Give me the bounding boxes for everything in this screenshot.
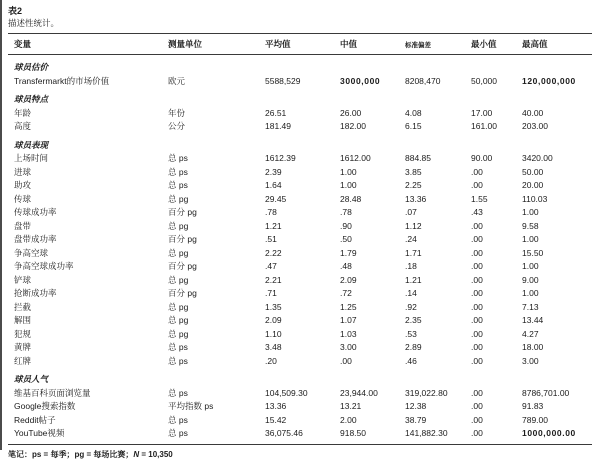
cell-sd: 1.21	[405, 274, 422, 285]
cell-median: 1.79	[340, 247, 357, 258]
row-label: 拦截	[14, 301, 32, 312]
cell-median: .78	[340, 207, 352, 217]
cell-max: 1.00	[522, 207, 539, 217]
row-unit: 百分 pg	[168, 234, 197, 244]
column-header-max: 最高值	[522, 39, 548, 49]
cell-min: 90.00	[471, 153, 493, 163]
row-label: 争高空球	[14, 247, 49, 258]
cell-min: .00	[471, 414, 483, 425]
cell-max: 1.00	[522, 288, 539, 298]
cell-min: .00	[471, 180, 483, 190]
row-unit: 百分 pg	[168, 288, 197, 298]
cell-sd: 141,882.30	[405, 428, 448, 438]
table-row	[8, 166, 592, 180]
table-row	[8, 314, 592, 328]
cell-mean: .51	[265, 234, 277, 244]
row-unit: 总 ps	[168, 355, 188, 366]
row-label: 高度	[14, 121, 32, 131]
column-header-median: 中值	[340, 39, 358, 49]
cell-mean: 1.10	[265, 328, 282, 339]
row-unit: 总 pg	[168, 220, 189, 231]
cell-mean: .20	[265, 355, 277, 366]
row-label: 解围	[14, 315, 32, 325]
cell-mean: 2.09	[265, 315, 282, 325]
row-label: 盘带成功率	[14, 234, 57, 244]
column-header-unit: 测量单位	[168, 39, 203, 49]
cell-max: 4.27	[522, 328, 539, 339]
column-header-variable: 变量	[14, 39, 32, 49]
cell-min: .00	[471, 387, 483, 398]
cell-min: .00	[471, 166, 483, 177]
cell-max: 20.00	[522, 180, 544, 190]
cell-max: 1.00	[522, 234, 539, 244]
table-row	[8, 152, 592, 166]
table-row	[8, 260, 592, 274]
table-row	[8, 220, 592, 234]
cell-mean: 181.49	[265, 121, 291, 131]
table-row	[8, 75, 592, 89]
row-label: 上场时间	[14, 153, 49, 163]
table-row	[8, 274, 592, 288]
cell-sd: 1.12	[405, 220, 422, 231]
table-body	[8, 55, 592, 444]
table-row	[8, 400, 592, 414]
cell-median: .90	[340, 220, 352, 231]
cell-median: 28.48	[340, 193, 362, 204]
row-label: 传球成功率	[14, 207, 57, 217]
cell-median: .00	[340, 355, 352, 366]
row-label: Reddit帖子	[14, 414, 56, 425]
row-unit: 总 pg	[168, 274, 189, 285]
cell-median: 3000,000	[340, 75, 381, 86]
cell-min: .00	[471, 261, 483, 271]
cell-min: 17.00	[471, 107, 493, 118]
row-unit: 总 pg	[168, 193, 189, 204]
cell-sd: 3.85	[405, 166, 422, 177]
cell-mean: 1.64	[265, 180, 282, 190]
cell-median: .50	[340, 234, 352, 244]
cell-sd: 1.71	[405, 247, 422, 258]
row-unit: 百分 pg	[168, 261, 197, 271]
cell-sd: 2.35	[405, 315, 422, 325]
footnote-label: 笔记：	[8, 449, 32, 459]
cell-sd: 12.38	[405, 401, 427, 411]
page-edge-artifact	[0, 0, 2, 450]
cell-mean: 2.22	[265, 247, 282, 258]
row-unit: 总 ps	[168, 166, 188, 177]
cell-max: 9.00	[522, 274, 539, 285]
row-label: Google搜索指数	[14, 401, 76, 411]
table-row	[8, 328, 592, 342]
table-row	[8, 414, 592, 428]
cell-max: 50.00	[522, 166, 544, 177]
cell-median: .72	[340, 288, 352, 298]
cell-max: 8786,701.00	[522, 387, 570, 398]
row-label: 红牌	[14, 355, 32, 366]
cell-min: .00	[471, 247, 483, 258]
cell-sd: 4.08	[405, 107, 422, 118]
cell-median: 918.50	[340, 428, 366, 438]
cell-median: .48	[340, 261, 352, 271]
row-label: 抢断成功率	[14, 288, 57, 298]
cell-sd: 8208,470	[405, 75, 441, 86]
row-label: 盘带	[14, 220, 32, 231]
cell-min: .00	[471, 301, 483, 312]
cell-min: .00	[471, 234, 483, 244]
row-label: 年龄	[14, 107, 32, 118]
cell-mean: 36,075.46	[265, 428, 303, 438]
section-header-row	[8, 61, 592, 75]
row-label: 传球	[14, 193, 32, 204]
statistics-table	[8, 33, 592, 445]
row-unit: 总 pg	[168, 301, 189, 312]
cell-min: 1.55	[471, 193, 488, 204]
cell-min: .00	[471, 220, 483, 231]
row-unit: 公分	[168, 121, 186, 131]
cell-min: .00	[471, 328, 483, 339]
cell-mean: 3.48	[265, 342, 282, 352]
cell-max: 40.00	[522, 107, 544, 118]
cell-median: 13.21	[340, 401, 362, 411]
cell-max: 91.83	[522, 401, 544, 411]
cell-mean: .47	[265, 261, 277, 271]
row-unit: 总 pg	[168, 315, 189, 325]
cell-sd: 319,022.80	[405, 387, 448, 398]
cell-sd: .53	[405, 328, 417, 339]
footnote-n-symbol: N	[133, 449, 140, 459]
row-unit: 平均指数 ps	[168, 401, 214, 411]
row-unit: 欧元	[168, 75, 186, 86]
cell-max: 120,000,000	[522, 75, 576, 86]
row-unit: 总 ps	[168, 342, 188, 352]
table-row	[8, 355, 592, 369]
cell-sd: .46	[405, 355, 417, 366]
section-header: 球员估价	[14, 62, 49, 72]
table-row	[8, 120, 592, 134]
row-label: 进球	[14, 166, 32, 177]
cell-mean: 13.36	[265, 401, 287, 411]
cell-min: .00	[471, 401, 483, 411]
cell-mean: 1.21	[265, 220, 282, 231]
row-unit: 总 ps	[168, 428, 188, 438]
cell-sd: 2.89	[405, 342, 422, 352]
cell-max: 3.00	[522, 355, 539, 366]
table-row	[8, 387, 592, 401]
table-row	[8, 427, 592, 441]
section-header-row	[8, 373, 592, 387]
cell-mean: 26.51	[265, 107, 287, 118]
cell-median: 1.00	[340, 180, 357, 190]
cell-median: 2.09	[340, 274, 357, 285]
row-label: 争高空球成功率	[14, 261, 74, 271]
row-unit: 总 ps	[168, 387, 188, 398]
cell-median: 1.00	[340, 166, 357, 177]
cell-sd: 2.25	[405, 180, 422, 190]
cell-median: 1612.00	[340, 153, 371, 163]
column-header-sd: 标准偏差	[405, 41, 431, 49]
cell-min: 50,000	[471, 75, 497, 86]
cell-max: 15.50	[522, 247, 544, 258]
row-label: 犯规	[14, 328, 32, 339]
row-unit: 总 ps	[168, 153, 188, 163]
cell-max: 203.00	[522, 121, 548, 131]
cell-mean: 2.21	[265, 274, 282, 285]
column-header-min: 最小值	[471, 39, 497, 49]
cell-max: 110.03	[522, 193, 548, 204]
cell-max: 3420.00	[522, 153, 553, 163]
cell-median: 1.03	[340, 328, 357, 339]
cell-sd: 38.79	[405, 414, 427, 425]
cell-sd: .14	[405, 288, 417, 298]
cell-mean: 2.39	[265, 166, 282, 177]
table-header-row	[8, 34, 592, 55]
footnote-body: ps = 每季；pg = 每场比赛；	[32, 449, 134, 459]
table-row	[8, 233, 592, 247]
cell-mean: 15.42	[265, 414, 287, 425]
cell-mean: 1.35	[265, 301, 282, 312]
cell-sd: .18	[405, 261, 417, 271]
cell-mean: 1612.39	[265, 153, 296, 163]
table-number: 表2	[8, 6, 23, 16]
cell-sd: .92	[405, 301, 417, 312]
section-header-row	[8, 139, 592, 153]
cell-median: 182.00	[340, 121, 366, 131]
cell-max: 9.58	[522, 220, 539, 231]
cell-min: .00	[471, 315, 483, 325]
row-unit: 总 ps	[168, 180, 188, 190]
section-header: 球员人气	[14, 374, 49, 384]
row-label: 维基百科页面浏览量	[14, 387, 91, 398]
cell-mean: .78	[265, 207, 277, 217]
cell-median: 23,944.00	[340, 387, 378, 398]
table-row	[8, 301, 592, 315]
table-row	[8, 179, 592, 193]
row-label: 助攻	[14, 180, 32, 190]
section-header: 球员特点	[14, 94, 49, 104]
cell-median: 3.00	[340, 342, 357, 352]
cell-sd: .24	[405, 234, 417, 244]
row-label: YouTube视频	[14, 428, 65, 438]
cell-min: .00	[471, 428, 483, 438]
cell-median: 1.07	[340, 315, 357, 325]
section-header-row	[8, 93, 592, 107]
table-row	[8, 206, 592, 220]
row-unit: 总 pg	[168, 328, 189, 339]
cell-min: .00	[471, 288, 483, 298]
row-label: 黄牌	[14, 342, 32, 352]
cell-median: 26.00	[340, 107, 362, 118]
table-row	[8, 287, 592, 301]
cell-median: 1.25	[340, 301, 357, 312]
cell-min: 161.00	[471, 121, 497, 131]
row-unit: 百分 pg	[168, 207, 197, 217]
cell-min: .00	[471, 274, 483, 285]
cell-max: 789.00	[522, 414, 548, 425]
column-header-mean: 平均值	[265, 39, 291, 49]
cell-max: 1.00	[522, 261, 539, 271]
table-title-block	[0, 0, 600, 30]
row-unit: 总 pg	[168, 247, 189, 258]
section-header: 球员表现	[14, 139, 49, 150]
cell-sd: 13.36	[405, 193, 427, 204]
cell-max: 1000,000.00	[522, 428, 576, 438]
table-row	[8, 193, 592, 207]
row-unit: 总 ps	[168, 414, 188, 425]
cell-min: .00	[471, 342, 483, 352]
row-label: 铲球	[14, 274, 32, 285]
cell-max: 18.00	[522, 342, 544, 352]
cell-max: 13.44	[522, 315, 544, 325]
cell-mean: 104,509.30	[265, 387, 308, 398]
cell-sd: 884.85	[405, 153, 431, 163]
cell-min: .43	[471, 207, 483, 217]
table-row	[8, 341, 592, 355]
table-row	[8, 107, 592, 121]
row-label: Transfermarkt的市场价值	[14, 75, 110, 86]
row-unit: 年份	[168, 107, 186, 118]
cell-max: 7.13	[522, 301, 539, 312]
cell-min: .00	[471, 355, 483, 366]
cell-sd: .07	[405, 207, 417, 217]
table-footnote	[8, 449, 592, 460]
cell-sd: 6.15	[405, 121, 422, 131]
cell-mean: 5588,529	[265, 75, 301, 86]
cell-mean: 29.45	[265, 193, 287, 204]
cell-median: 2.00	[340, 414, 357, 425]
table-caption: 描述性统计。	[8, 18, 60, 28]
cell-mean: .71	[265, 288, 277, 298]
footnote-n-value: = 10,350	[139, 449, 173, 459]
table-row	[8, 247, 592, 261]
